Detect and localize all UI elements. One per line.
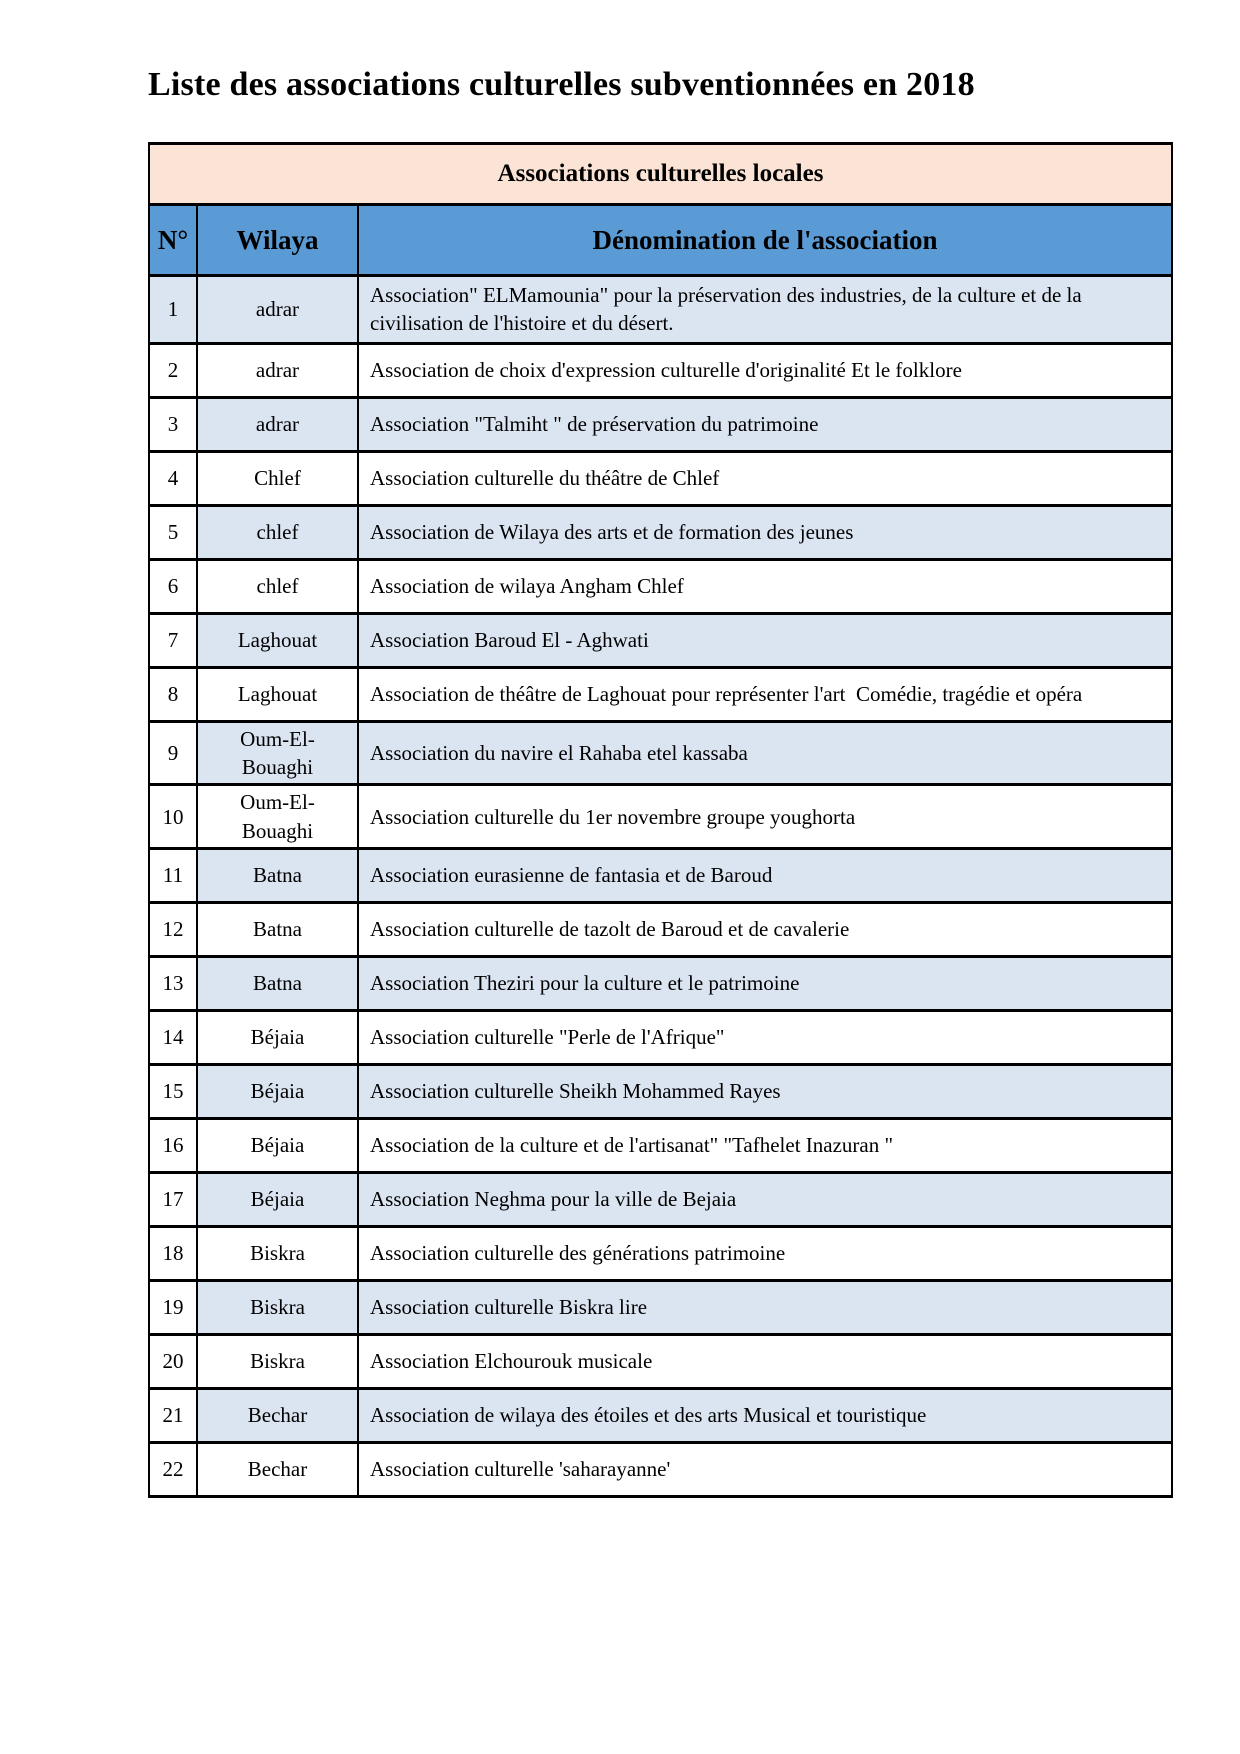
row-number-cell: 18 [149,1227,197,1281]
table-row [149,1335,1172,1389]
denomination-cell: Association Baroud El - Aghwati [358,613,1172,667]
table-row [149,1065,1172,1119]
row-number-cell: 7 [149,613,197,667]
table-row [149,785,1172,849]
denomination-cell: Association culturelle des générations patrimoine [358,1227,1172,1281]
wilaya-cell: adrar [197,343,358,397]
table-row [149,667,1172,721]
denomination-cell: Association culturelle "Perle de l'Afrique" [358,1011,1172,1065]
row-number-cell: 12 [149,903,197,957]
column-header-wilaya: Wilaya [197,205,358,276]
wilaya-cell: Laghouat [197,667,358,721]
wilaya-cell: Bechar [197,1443,358,1497]
wilaya-cell: Batna [197,903,358,957]
row-number-cell: 11 [149,849,197,903]
denomination-cell: Association de wilaya des étoiles et des arts Musical et touristique [358,1389,1172,1443]
table-row [149,1281,1172,1335]
column-header-denomination: Dénomination de l'association [358,205,1172,276]
page-title: Liste des associations culturelles subventionnées en 2018 [148,66,975,103]
wilaya-cell: chlef [197,505,358,559]
denomination-cell: Association culturelle du 1er novembre groupe youghorta [358,785,1172,849]
table-header-row [149,205,1172,276]
row-number-cell: 5 [149,505,197,559]
row-number-cell: 20 [149,1335,197,1389]
denomination-cell: Association culturelle Biskra lire [358,1281,1172,1335]
wilaya-cell: Béjaia [197,1173,358,1227]
row-number-cell: 15 [149,1065,197,1119]
table-row [149,721,1172,785]
row-number-cell: 10 [149,785,197,849]
wilaya-cell: Chlef [197,451,358,505]
table-row [149,957,1172,1011]
denomination-cell: Association Neghma pour la ville de Bejaia [358,1173,1172,1227]
table-row [149,1443,1172,1497]
table-row [149,397,1172,451]
row-number-cell: 8 [149,667,197,721]
denomination-cell: Association" ELMamounia" pour la préservation des industries, de la culture et de la civilisation de l'histoire et du désert. [358,276,1172,344]
row-number-cell: 1 [149,276,197,344]
table-caption: Associations culturelles locales [149,144,1172,205]
wilaya-cell: Oum-El-Bouaghi [197,721,358,785]
denomination-cell: Association "Talmiht " de préservation du patrimoine [358,397,1172,451]
denomination-cell: Association Elchourouk musicale [358,1335,1172,1389]
row-number-cell: 3 [149,397,197,451]
table-row [149,505,1172,559]
associations-table [148,142,1173,1498]
wilaya-cell: Laghouat [197,613,358,667]
row-number-cell: 14 [149,1011,197,1065]
table-row [149,903,1172,957]
denomination-cell: Association culturelle du théâtre de Chlef [358,451,1172,505]
table-row [149,1227,1172,1281]
denomination-cell: Association de choix d'expression culturelle d'originalité Et le folklore [358,343,1172,397]
table-row [149,613,1172,667]
wilaya-cell: chlef [197,559,358,613]
wilaya-cell: Béjaia [197,1011,358,1065]
table-row [149,276,1172,344]
wilaya-cell: Béjaia [197,1065,358,1119]
row-number-cell: 6 [149,559,197,613]
table-row [149,559,1172,613]
denomination-cell: Association du navire el Rahaba etel kassaba [358,721,1172,785]
wilaya-cell: Biskra [197,1281,358,1335]
table-row [149,1119,1172,1173]
column-header-num: N° [149,205,197,276]
row-number-cell: 22 [149,1443,197,1497]
wilaya-cell: adrar [197,397,358,451]
denomination-cell: Association culturelle de tazolt de Baroud et de cavalerie [358,903,1172,957]
row-number-cell: 2 [149,343,197,397]
denomination-cell: Association Theziri pour la culture et le patrimoine [358,957,1172,1011]
wilaya-cell: Béjaia [197,1119,358,1173]
wilaya-cell: Biskra [197,1227,358,1281]
denomination-cell: Association eurasienne de fantasia et de Baroud [358,849,1172,903]
table-row [149,1011,1172,1065]
row-number-cell: 4 [149,451,197,505]
table-row [149,1389,1172,1443]
table-caption-row [149,144,1172,205]
table-body [149,276,1172,1497]
wilaya-cell: Batna [197,849,358,903]
row-number-cell: 16 [149,1119,197,1173]
wilaya-cell: Batna [197,957,358,1011]
denomination-cell: Association de Wilaya des arts et de formation des jeunes [358,505,1172,559]
table-row [149,849,1172,903]
wilaya-cell: Biskra [197,1335,358,1389]
table-row [149,451,1172,505]
denomination-cell: Association de la culture et de l'artisanat" "Tafhelet Inazuran " [358,1119,1172,1173]
table-row [149,343,1172,397]
row-number-cell: 21 [149,1389,197,1443]
denomination-cell: Association culturelle 'saharayanne' [358,1443,1172,1497]
wilaya-cell: Oum-El-Bouaghi [197,785,358,849]
wilaya-cell: Bechar [197,1389,358,1443]
denomination-cell: Association culturelle Sheikh Mohammed Rayes [358,1065,1172,1119]
denomination-cell: Association de wilaya Angham Chlef [358,559,1172,613]
row-number-cell: 19 [149,1281,197,1335]
row-number-cell: 9 [149,721,197,785]
row-number-cell: 17 [149,1173,197,1227]
wilaya-cell: adrar [197,276,358,344]
row-number-cell: 13 [149,957,197,1011]
denomination-cell: Association de théâtre de Laghouat pour représenter l'art Comédie, tragédie et opéra [358,667,1172,721]
table-row [149,1173,1172,1227]
